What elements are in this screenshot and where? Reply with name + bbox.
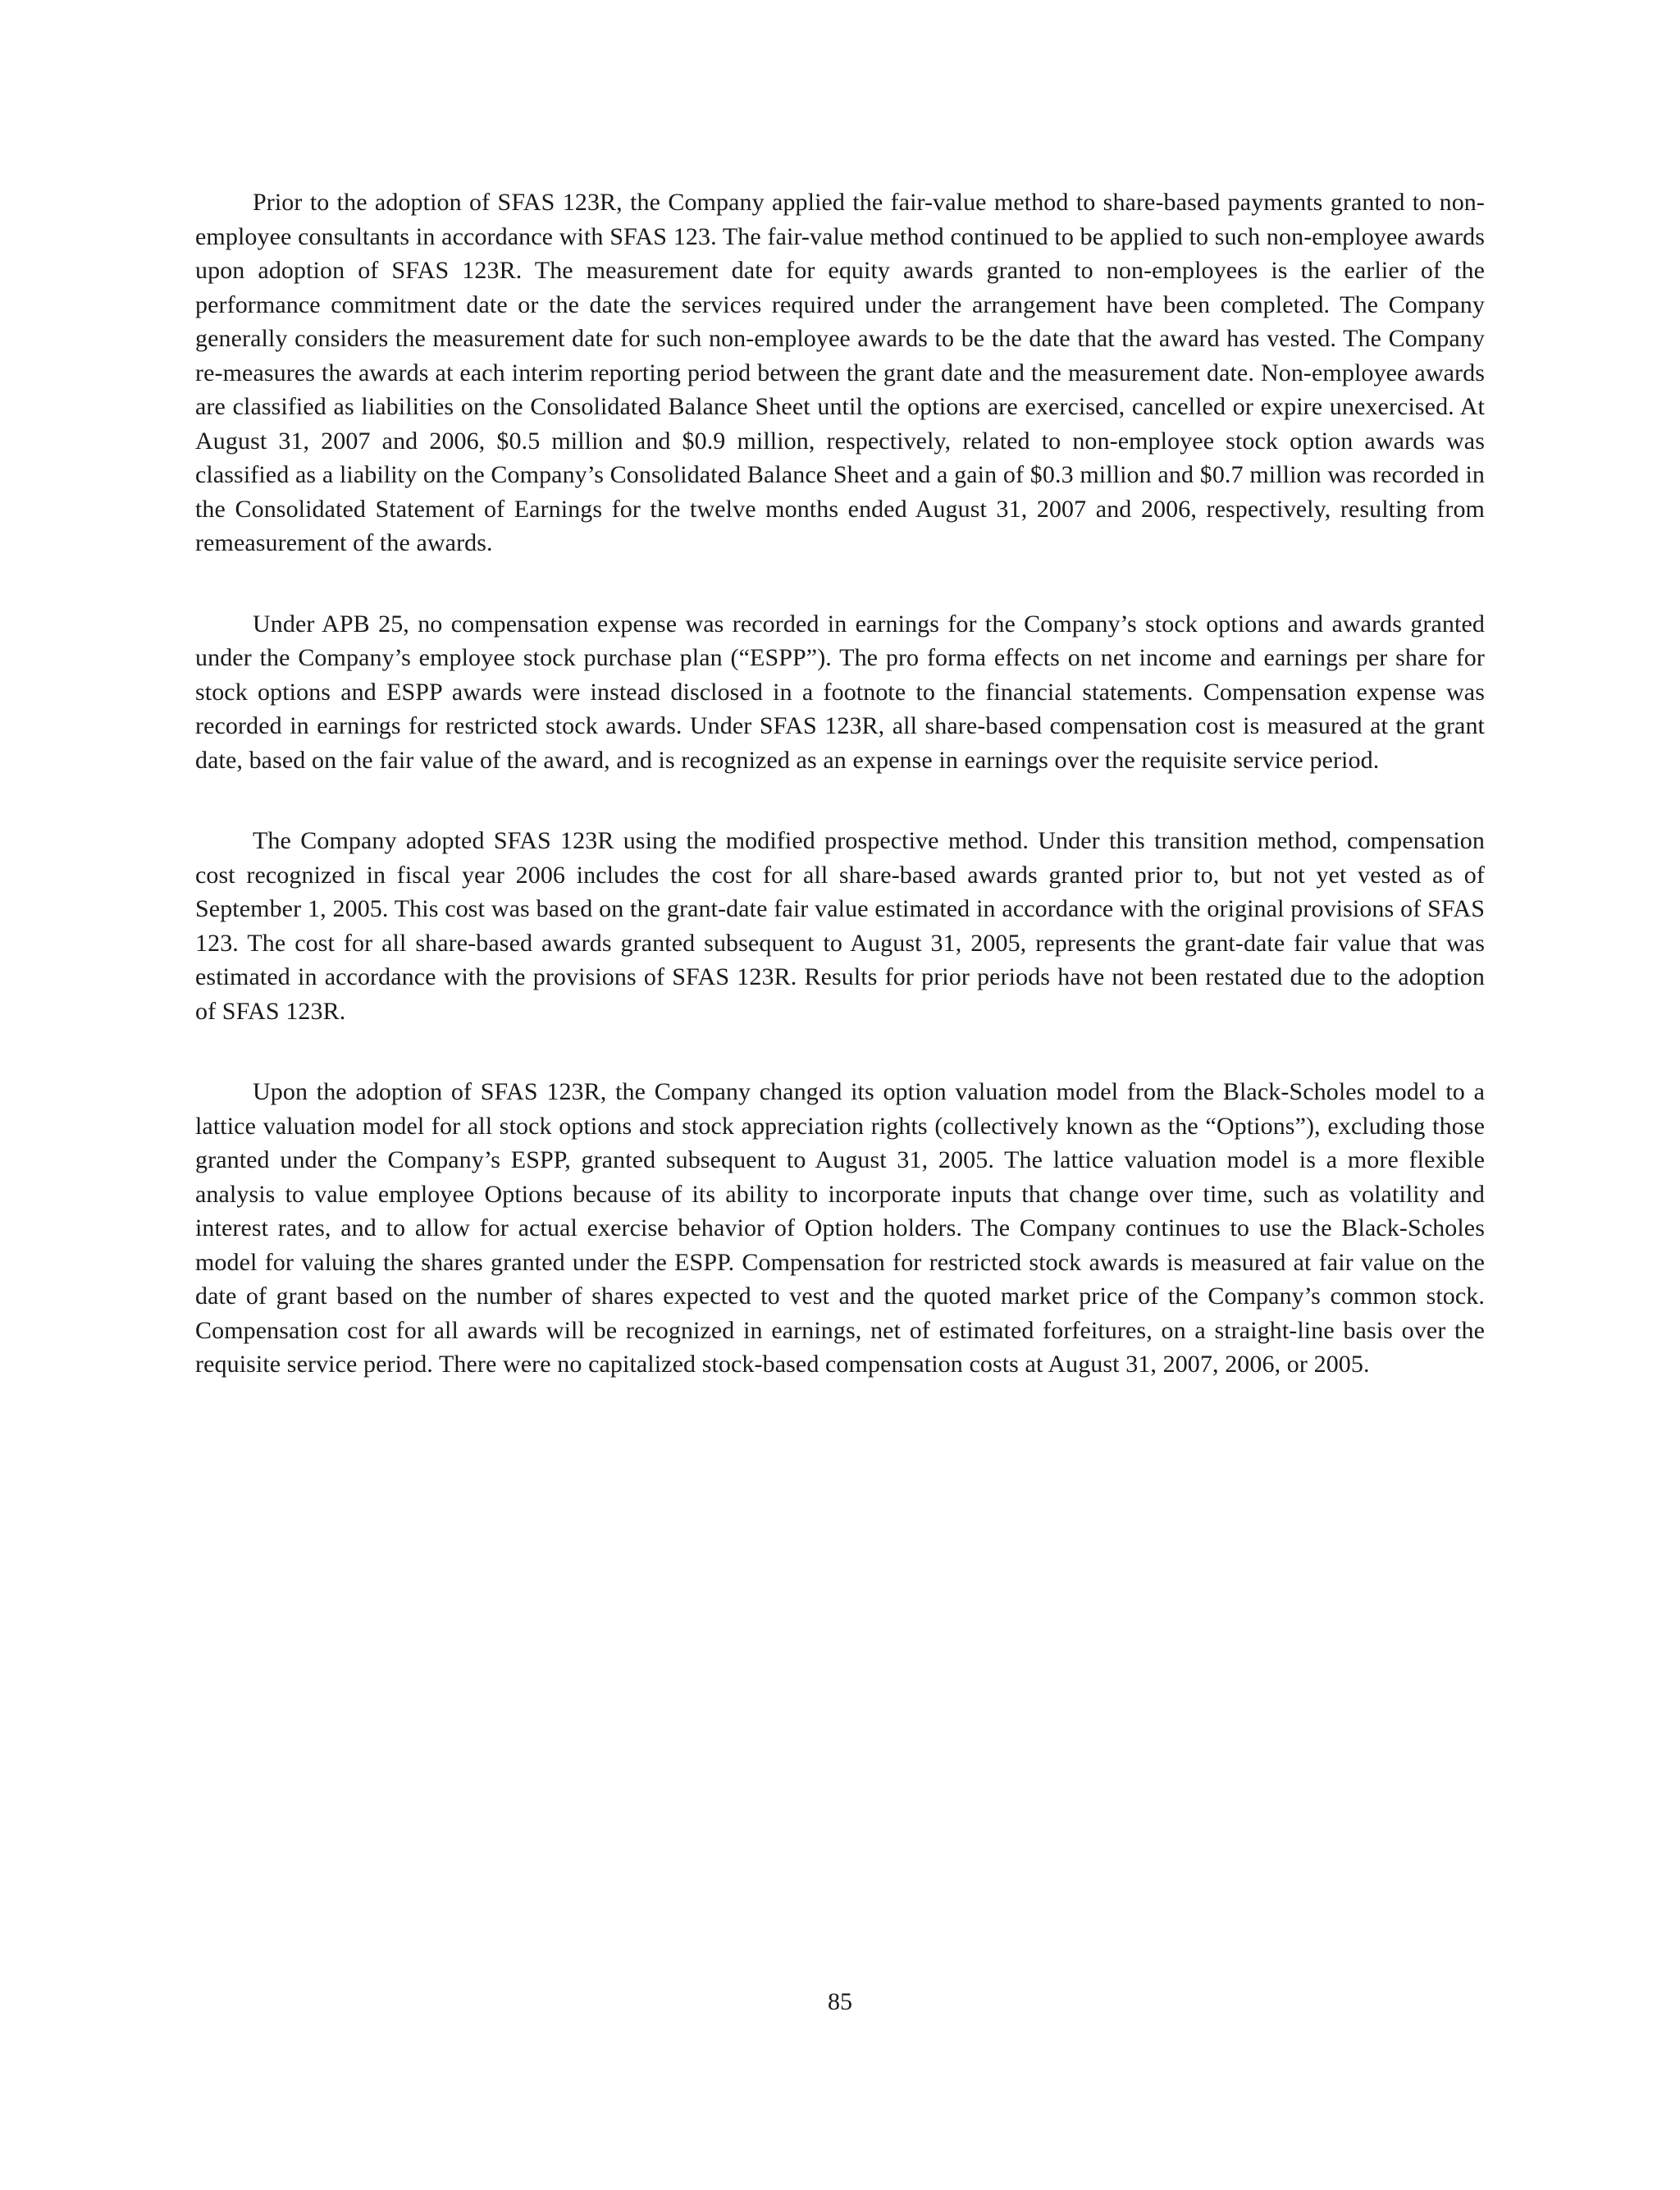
- page-number: 85: [828, 1988, 852, 2015]
- paragraph-sfas-123r-non-employee: Prior to the adoption of SFAS 123R, the Company applied the fair-value method to share-based payments granted to non-employee consultants in accordance with SFAS 123. The fair-value method continued to be applied to such non-employee awards upon adoption of SFAS 123R. The measurement date for equity awards granted to non-employees is the earlier of the performance commitment date or the date the services required under the arrangement have been completed. The Company generally considers the measurement date for such non-employee awards to be the date that the award has vested. The Company re-measures the awards at each interim reporting period between the grant date and the measurement date. Non-employee awards are classified as liabilities on the Consolidated Balance Sheet until the options are exercised, cancelled or expire unexercised. At August 31, 2007 and 2006, $0.5 million and $0.9 million, respectively, related to non-employee stock option awards was classified as a liability on the Company’s Consolidated Balance Sheet and a gain of $0.3 million and $0.7 million was recorded in the Consolidated Statement of Earnings for the twelve months ended August 31, 2007 and 2006, respectively, resulting from remeasurement of the awards.: [195, 189, 1485, 556]
- paragraph-apb-25: Under APB 25, no compensation expense was recorded in earnings for the Company’s stock options and awards granted under the Company’s employee stock purchase plan (“ESPP”). The pro forma effects on net income and earnings per share for stock options and ESPP awards were instead disclosed in a footnote to the financial statements. Compensation expense was recorded in earnings for restricted stock awards. Under SFAS 123R, all share-based compensation cost is measured at the grant date, based on the fair value of the award, and is recognized as an expense in earnings over the requisite service period.: [195, 610, 1485, 774]
- paragraph-option-valuation-model: Upon the adoption of SFAS 123R, the Company changed its option valuation model from the Black-Scholes model to a lattice valuation model for all stock options and stock appreciation rights (collectively known as the “Options”), excluding those granted under the Company’s ESPP, granted subsequent to August 31, 2005. The lattice valuation model is a more flexible analysis to value employee Options because of its ability to incorporate inputs that change over time, such as volatility and interest rates, and to allow for actual exercise behavior of Option holders. The Company continues to use the Black-Scholes model for valuing the shares granted under the ESPP. Compensation for restricted stock awards is measured at fair value on the date of grant based on the number of shares expected to vest and the quoted market price of the Company’s common stock. Compensation cost for all awards will be recognized in earnings, net of estimated forfeitures, on a straight-line basis over the requisite service period. There were no capitalized stock-based compensation costs at August 31, 2007, 2006, or 2005.: [195, 1078, 1485, 1378]
- document-body: [195, 185, 1485, 1429]
- paragraph-modified-prospective-method: The Company adopted SFAS 123R using the modified prospective method. Under this transition method, compensation cost recognized in fiscal year 2006 includes the cost for all share-based awards granted prior to, but not yet vested as of September 1, 2005. This cost was based on the grant-date fair value estimated in accordance with the original provisions of SFAS 123. The cost for all share-based awards granted subsequent to August 31, 2005, represents the grant-date fair value that was estimated in accordance with the provisions of SFAS 123R. Results for prior periods have not been restated due to the adoption of SFAS 123R.: [195, 827, 1485, 1025]
